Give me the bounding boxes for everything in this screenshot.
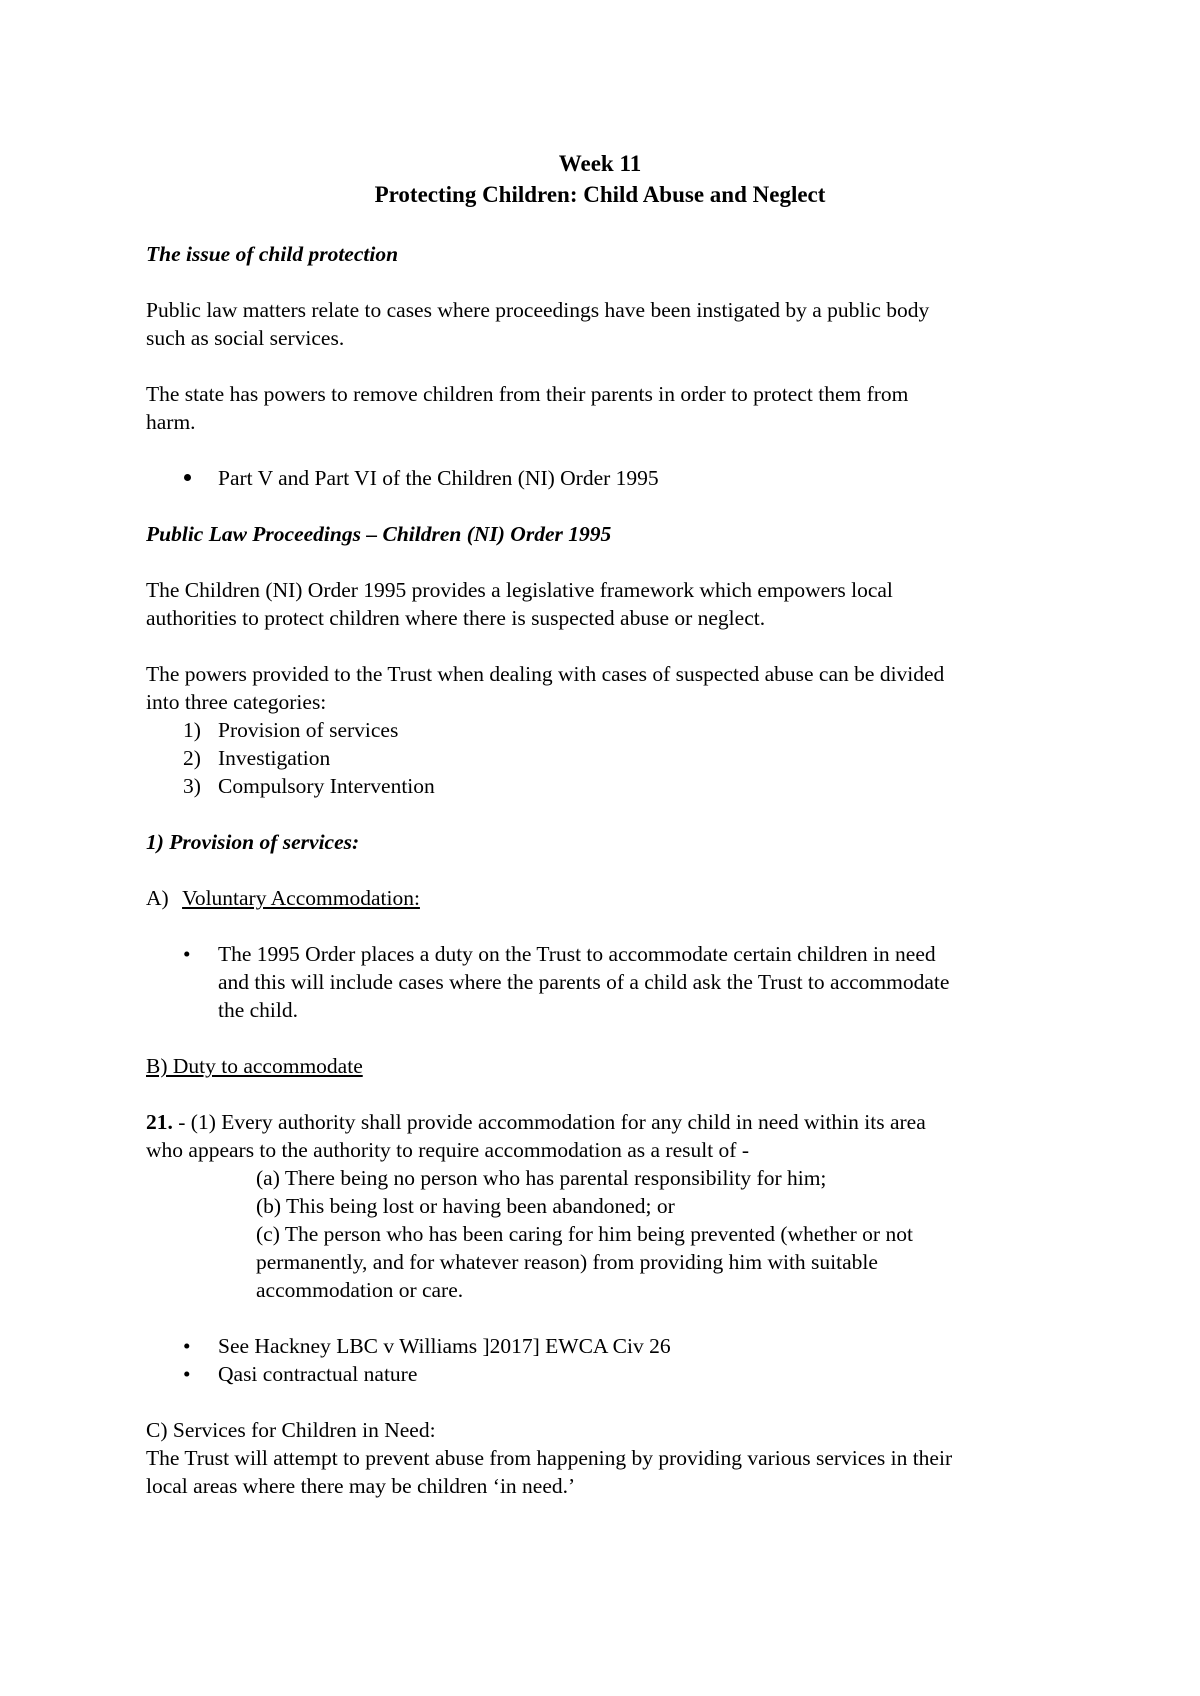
bullet-item: Qasi contractual nature (218, 1362, 418, 1386)
section-heading-public-law: Public Law Proceedings – Children (NI) Order 1995 (146, 522, 612, 546)
list-number: 3) (183, 774, 201, 798)
article-clause-c: permanently, and for whatever reason) from providing him with suitable (256, 1250, 878, 1274)
bullet-item: Part V and Part VI of the Children (NI) Order 1995 (218, 466, 659, 490)
subsection-a-label: Voluntary Accommodation: (182, 886, 420, 910)
bullet-icon: • (183, 942, 191, 966)
article-21-line (146, 1108, 926, 1136)
paragraph-line: into three categories: (146, 690, 327, 714)
bullet-icon: • (183, 1334, 191, 1358)
subsection-a (146, 884, 420, 912)
subsection-c-label: C) Services for Children in Need: (146, 1418, 436, 1442)
document-subtitle: Protecting Children: Child Abuse and Neglect (374, 182, 826, 207)
list-item: Compulsory Intervention (218, 774, 435, 798)
section-heading-provision: 1) Provision of services: (146, 830, 360, 854)
article-text: - (1) Every authority shall provide accommodation for any child in need within its area (172, 1110, 926, 1134)
bullet-icon (184, 474, 191, 481)
list-item: Provision of services (218, 718, 399, 742)
bullet-item-line: the child. (218, 998, 299, 1022)
list-item: Investigation (218, 746, 331, 770)
paragraph-line: local areas where there may be children ‘in need.’ (146, 1474, 576, 1498)
paragraph-line: harm. (146, 410, 196, 434)
section-heading-child-protection: The issue of child protection (146, 242, 399, 266)
article-clause-a: (a) There being no person who has parental responsibility for him; (256, 1166, 827, 1190)
paragraph-line: Public law matters relate to cases where proceedings have been instigated by a public body (146, 298, 930, 322)
subsection-a-prefix: A) (146, 886, 169, 910)
list-number: 2) (183, 746, 201, 770)
article-clause-b: (b) This being lost or having been abandoned; or (256, 1194, 675, 1218)
bullet-item-line: The 1995 Order places a duty on the Trust to accommodate certain children in need (218, 942, 936, 966)
article-21-line: who appears to the authority to require accommodation as a result of - (146, 1138, 749, 1162)
article-clause-c: (c) The person who has been caring for him being prevented (whether or not (256, 1222, 913, 1246)
article-number: 21. (146, 1110, 173, 1134)
subsection-b-label: B) Duty to accommodate (146, 1054, 363, 1078)
paragraph-line: authorities to protect children where there is suspected abuse or neglect. (146, 606, 766, 630)
bullet-icon: • (183, 1362, 191, 1386)
bullet-item-line: and this will include cases where the parents of a child ask the Trust to accommodate (218, 970, 950, 994)
paragraph-line: The powers provided to the Trust when dealing with cases of suspected abuse can be divided (146, 662, 945, 686)
paragraph-line: The Children (NI) Order 1995 provides a legislative framework which empowers local (146, 578, 893, 602)
paragraph-line: The state has powers to remove children from their parents in order to protect them from (146, 382, 909, 406)
article-clause-c: accommodation or care. (256, 1278, 464, 1302)
bullet-item: See Hackney LBC v Williams ]2017] EWCA Civ 26 (218, 1334, 671, 1358)
paragraph-line: The Trust will attempt to prevent abuse from happening by providing various services in their (146, 1446, 953, 1470)
document-title: Week 11 (558, 151, 642, 176)
paragraph-line: such as social services. (146, 326, 345, 350)
list-number: 1) (183, 718, 201, 742)
